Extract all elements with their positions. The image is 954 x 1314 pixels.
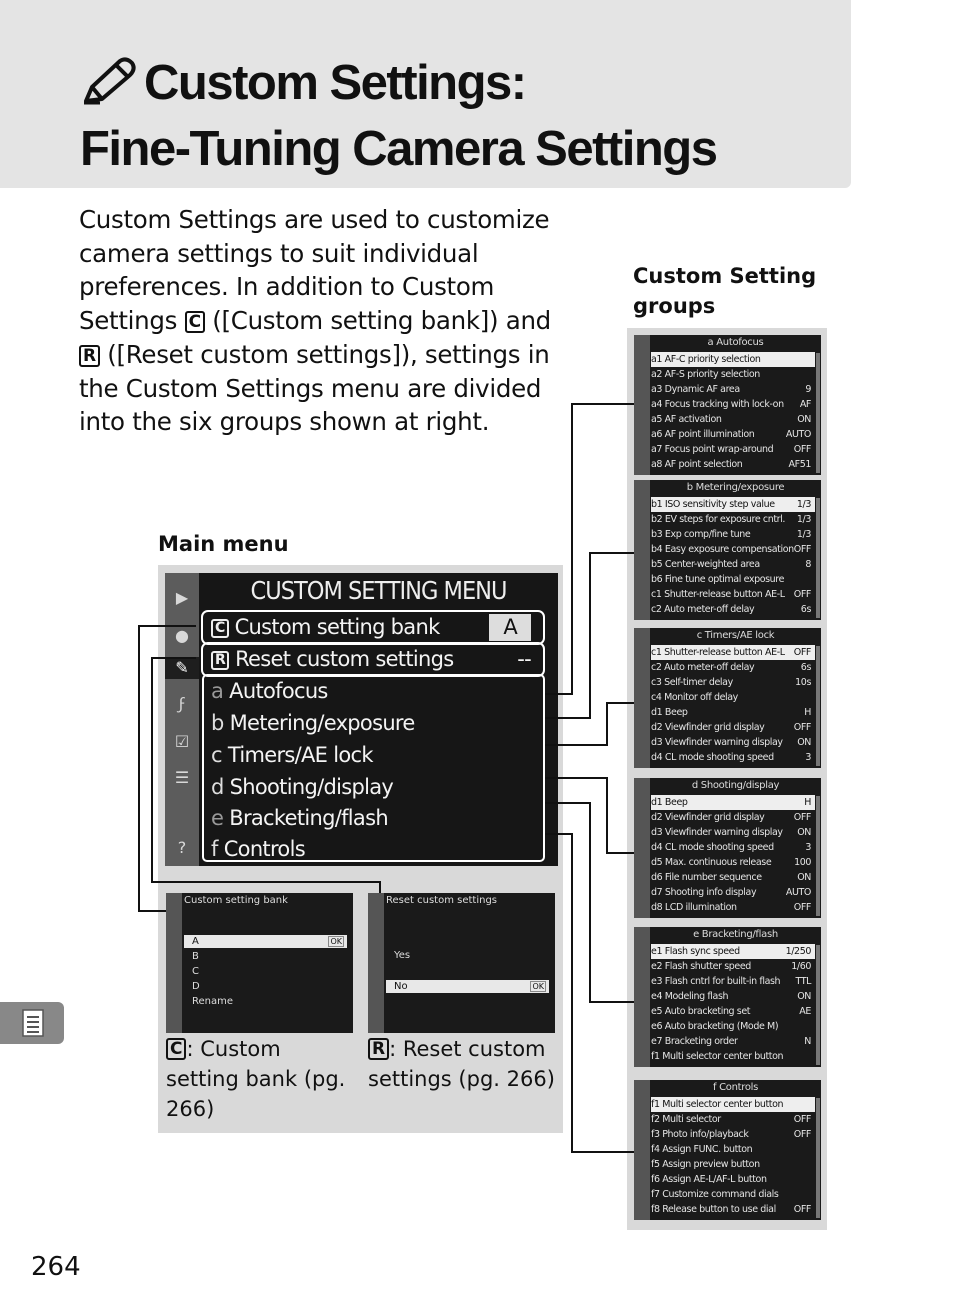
setting-label: d7 Shooting info display <box>651 887 757 898</box>
retouch-tab-icon[interactable]: ☑ <box>174 732 190 751</box>
setting-value: AF51 <box>788 459 811 470</box>
setting-value: 3 <box>805 842 811 853</box>
title-line1-text: Custom Settings: <box>144 56 526 110</box>
setting-label: c4 Monitor off delay <box>651 692 738 703</box>
setting-label: d3 Viewfinder warning display <box>651 737 783 748</box>
group-screen-title: c Timers/AE lock <box>696 630 775 641</box>
intro-text-1: Custom Settings are used to customize camera settings to suit individual preferences. In addition to Custom Settings <box>79 205 550 336</box>
setting-value: OFF <box>793 1129 811 1140</box>
setting-label: a5 AF activation <box>651 414 722 425</box>
setting-value: 1/250 <box>785 946 811 957</box>
wrench-tab-icon[interactable]: ϝ <box>178 694 186 713</box>
camera-tab-icon[interactable]: ● <box>175 626 189 645</box>
ok-badge: OK <box>532 982 544 991</box>
reset-label: Reset custom settings <box>235 647 454 671</box>
setting-value: H <box>804 707 811 718</box>
bank-screen-title: Custom setting bank <box>184 895 288 906</box>
setting-label: f1 Multi selector center button <box>651 1051 784 1062</box>
setting-label: b5 Center-weighted area <box>651 559 760 570</box>
setting-label: f8 Release button to use dial <box>651 1204 776 1215</box>
reset-screen-title: Reset custom settings <box>386 895 497 906</box>
group-screen-title: f Controls <box>712 1082 759 1093</box>
setting-label: d4 CL mode shooting speed <box>651 842 774 853</box>
setting-label: f2 Multi selector <box>651 1114 721 1125</box>
group-screen-title: a Autofocus <box>707 337 764 348</box>
bank-value: A <box>489 614 531 641</box>
setting-label: d2 Viewfinder grid display <box>651 812 765 823</box>
group-label: Autofocus <box>229 679 328 703</box>
my-menu-tab-icon[interactable]: ☰ <box>174 768 190 787</box>
setting-label: d1 Beep <box>651 707 688 718</box>
reset-value: -- <box>517 647 531 671</box>
main-menu-label: Main menu <box>158 532 289 556</box>
bank-label: Custom setting bank <box>234 615 440 639</box>
setting-value: OFF <box>793 1204 811 1215</box>
custom-setting-groups-label: Custom Setting groups <box>633 264 817 318</box>
bank-option-c[interactable]: C <box>192 966 199 977</box>
setting-value: OFF <box>793 444 811 455</box>
playback-tab-icon[interactable]: ▶ <box>175 588 189 607</box>
setting-value: OFF <box>793 589 811 600</box>
setting-label: f4 Assign FUNC. button <box>651 1144 753 1155</box>
group-label: Metering/exposure <box>229 711 415 735</box>
menu-header: CUSTOM SETTING MENU <box>250 576 507 605</box>
intro-text-2: ([Custom setting bank]) and <box>204 306 551 336</box>
setting-value: 1/60 <box>791 961 811 972</box>
group-letter: c <box>211 743 222 767</box>
setting-label: c2 Auto meter-off delay <box>651 662 755 673</box>
setting-value: 100 <box>794 857 811 868</box>
group-letter: a <box>211 679 224 703</box>
setting-label: b4 Easy exposure compensation <box>651 544 794 555</box>
group-screen-title: d Shooting/display <box>691 780 780 791</box>
setting-label: d1 Beep <box>651 797 688 808</box>
setting-value: 3 <box>805 752 811 763</box>
setting-value: 6s <box>800 662 811 673</box>
setting-label: f3 Photo info/playback <box>651 1129 749 1140</box>
setting-value: OFF <box>793 902 811 913</box>
help-icon[interactable]: ? <box>177 838 187 857</box>
page-number: 264 <box>31 1252 81 1282</box>
setting-value: ON <box>797 827 811 838</box>
setting-label: a8 AF point selection <box>651 459 743 470</box>
setting-value: ON <box>797 872 811 883</box>
setting-value: OFF <box>793 544 811 555</box>
reset-option-no-label: No <box>394 981 408 992</box>
group-letter: b <box>211 711 224 735</box>
bank-glyph: C <box>211 619 229 638</box>
page-title-line2: Fine-Tuning Camera Settings <box>80 122 717 176</box>
setting-label: c1 Shutter-release button AE-L <box>651 647 785 658</box>
reset-caption-text: : Reset custom settings (pg. 266) <box>368 1037 555 1091</box>
setting-label: d2 Viewfinder grid display <box>651 722 765 733</box>
setting-label: e3 Flash cntrl for built-in flash <box>651 976 781 987</box>
setting-value: 1/3 <box>796 499 811 510</box>
setting-value: ON <box>797 991 811 1002</box>
setting-value: AF <box>799 399 811 410</box>
setting-label: e7 Bracketing order <box>651 1036 738 1047</box>
setting-value: ON <box>797 414 811 425</box>
reset-glyph: R <box>211 651 229 670</box>
intro-text-3: ([Reset custom settings]), settings in the Custom Settings menu are divided into the six groups shown at right. <box>79 339 550 437</box>
menu-section-tab <box>0 1002 64 1044</box>
group-letter: d <box>211 775 224 799</box>
setting-label: f7 Customize command dials <box>651 1189 779 1200</box>
setting-value: 6s <box>800 604 811 615</box>
setting-value: 9 <box>805 384 811 395</box>
setting-label: c3 Self-timer delay <box>651 677 733 688</box>
group-label: Bracketing/flash <box>229 806 388 830</box>
setting-value: 8 <box>805 559 811 570</box>
setting-label: a6 AF point illumination <box>651 429 755 440</box>
setting-label: b3 Exp comp/fine tune <box>651 529 751 540</box>
setting-value: OFF <box>793 812 811 823</box>
setting-label: d6 File number sequence <box>651 872 762 883</box>
setting-label: f5 Assign preview button <box>651 1159 760 1170</box>
setting-label: e4 Modeling flash <box>651 991 729 1002</box>
setting-value: AUTO <box>785 429 811 440</box>
setting-label: b6 Fine tune optimal exposure <box>651 574 785 585</box>
group-screen-title: e Bracketing/flash <box>693 929 778 940</box>
reset-option-yes[interactable]: Yes <box>394 950 411 961</box>
setting-value: 1/3 <box>796 529 811 540</box>
setting-label: c2 Auto meter-off delay <box>651 604 755 615</box>
setting-label: d5 Max. continuous release <box>651 857 772 868</box>
setting-value: OFF <box>793 647 811 658</box>
setting-label: a7 Focus point wrap-around <box>651 444 774 455</box>
setting-label: d3 Viewfinder warning display <box>651 827 783 838</box>
group-letter: f <box>211 837 218 861</box>
setting-label: e5 Auto bracketing set <box>651 1006 751 1017</box>
setting-label: e1 Flash sync speed <box>651 946 740 957</box>
bank-option-rename[interactable]: Rename <box>192 996 234 1007</box>
setting-value: TTL <box>795 976 811 987</box>
group-label: Timers/AE lock <box>227 743 373 767</box>
setting-value: H <box>804 797 811 808</box>
setting-label: a4 Focus tracking with lock-on <box>651 399 784 410</box>
setting-value: AE <box>799 1006 811 1017</box>
setting-label: f1 Multi selector center button <box>651 1099 784 1110</box>
setting-value: 1/3 <box>796 514 811 525</box>
setting-value: ON <box>797 737 811 748</box>
group-label: Controls <box>223 837 305 861</box>
caption-r-glyph: R <box>368 1038 389 1060</box>
bank-c-glyph: C <box>185 311 205 333</box>
setting-label: c1 Shutter-release button AE-L <box>651 589 785 600</box>
setting-label: e6 Auto bracketing (Mode M) <box>651 1021 779 1032</box>
setting-value: AUTO <box>785 887 811 898</box>
setting-value: 10s <box>795 677 811 688</box>
caption-c-glyph: C <box>166 1038 186 1060</box>
group-label: Shooting/display <box>229 775 394 799</box>
setting-label: d8 LCD illumination <box>651 902 737 913</box>
setting-label: a3 Dynamic AF area <box>651 384 740 395</box>
reset-r-glyph: R <box>79 345 100 367</box>
group-screen-title: b Metering/exposure <box>686 482 785 493</box>
ok-badge: OK <box>330 937 342 946</box>
setting-label: a1 AF-C priority selection <box>651 354 761 365</box>
setting-label: f6 Assign AE-L/AF-L button <box>651 1174 767 1185</box>
list-icon <box>22 1009 44 1037</box>
setting-label: d4 CL mode shooting speed <box>651 752 774 763</box>
setting-value: N <box>804 1036 811 1047</box>
setting-label: b1 ISO sensitivity step value <box>651 499 775 510</box>
bank-option-a-label: A <box>192 936 199 947</box>
bank-caption-text: : Custom setting bank (pg. 266) <box>166 1037 346 1121</box>
pencil-tab-icon[interactable]: ✎ <box>165 657 199 679</box>
setting-label: a2 AF-S priority selection <box>651 369 760 380</box>
setting-label: e2 Flash shutter speed <box>651 961 751 972</box>
bank-option-b[interactable]: B <box>192 951 199 962</box>
setting-value: OFF <box>793 1114 811 1125</box>
bank-option-d[interactable]: D <box>192 981 200 992</box>
setting-label: b2 EV steps for exposure cntrl. <box>651 514 786 525</box>
setting-value: OFF <box>793 722 811 733</box>
group-letter: e <box>211 806 224 830</box>
